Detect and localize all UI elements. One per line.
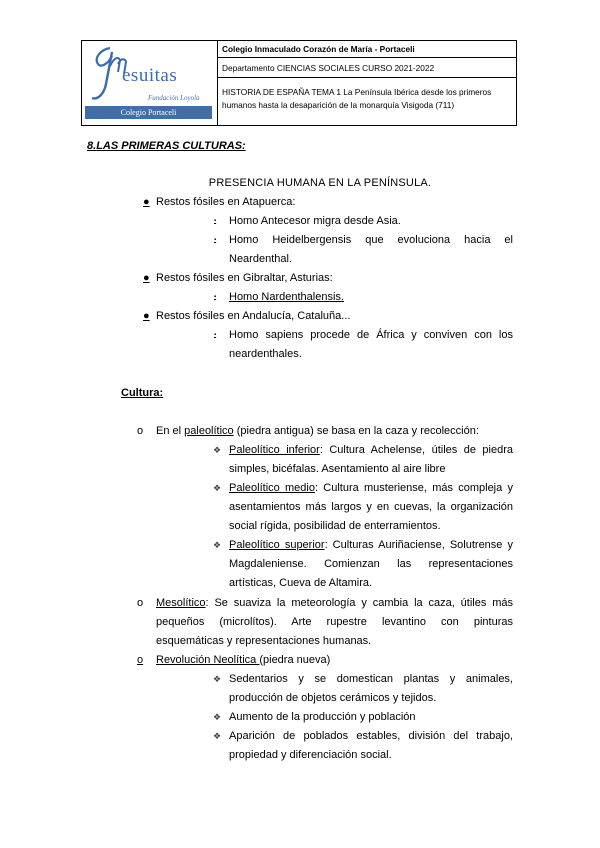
paleo-medio-line-1 (229, 479, 513, 498)
school-logo (82, 41, 218, 125)
header-topic-line-2: humanos hasta la desaparición de la monarquía Visigoda (711) (222, 100, 455, 110)
bullet-square: ▪ (214, 332, 217, 338)
paleo-inferior-text: : Cultura Achelense, útiles de piedra (319, 444, 513, 456)
meso-line-2: pequeños (microlítos). Arte rupestre levantino con pinturas (156, 616, 513, 628)
cultura-heading: Cultura: (121, 387, 164, 399)
bullet-diamond: ❖ (213, 483, 222, 493)
paleo-superior-term: Paleolítico superior (229, 539, 325, 551)
neo-rest: (piedra nueva) (259, 654, 331, 666)
header-department: Departamento CIENCIAS SOCIALES CURSO 2021-2022 (218, 58, 516, 78)
section-number: 8. (87, 140, 97, 152)
bullet-diamond: ❖ (213, 712, 222, 722)
fossils-atapuerca: Restos fósiles en Atapuerca: (156, 196, 296, 208)
bullet-circle: o (137, 654, 144, 666)
neo-item-1-line-1: Sedentarios y se domestican plantas y animales, (229, 673, 513, 685)
header-topic-line-1: HISTORIA DE ESPAÑA TEMA 1 La Península Ibérica desde los primeros (222, 87, 492, 97)
meso-line-1 (156, 594, 513, 613)
neo-item-2: Aumento de la producción y población (229, 711, 416, 723)
fossils-antecesor: Homo Antecesor migra desde Asia. (229, 215, 401, 227)
neo-heading (156, 651, 330, 670)
fossils-andalucia: Restos fósiles en Andalucía, Cataluña... (156, 310, 351, 322)
fossils-gibraltar: Restos fósiles en Gibraltar, Asturias: (156, 272, 333, 284)
fossils-nardenthal: Homo Nardenthalensis. (229, 291, 344, 303)
bullet-dot: ● (143, 310, 150, 322)
paleo-medio-line-2: asentamientos más largos y en cuevas, la organización (229, 501, 513, 513)
paleo-intro (156, 422, 479, 441)
bullet-dot: ● (143, 196, 150, 208)
bullet-square: ▪ (214, 294, 217, 300)
bullet-square: ▪ (214, 218, 217, 224)
section-subtitle: PRESENCIA HUMANA EN LA PENÍNSULA. (208, 177, 432, 189)
bullet-circle: o (137, 597, 144, 609)
header-topic (218, 78, 516, 125)
meso-term: Mesolítico (156, 597, 206, 609)
neo-item-3-line-2: propiedad y diferenciación social. (229, 749, 392, 761)
paleo-prefix: En el (156, 425, 185, 437)
paleo-term: paleolítico (184, 425, 234, 437)
bullet-diamond: ❖ (213, 540, 222, 550)
paleo-superior-line-3: artísticas, Cueva de Altamira. (229, 577, 373, 589)
meso-text: : Se suaviza la meteorología y cambia la caza, útiles más (205, 597, 513, 609)
header-school: Colegio Inmaculado Corazón de María - Portaceli (218, 41, 516, 58)
paleo-rest: (piedra antigua) se basa en la caza y recolección: (233, 425, 479, 437)
meso-line-3: esquemáticas y representaciones humanas. (156, 635, 372, 647)
paleo-superior-line-1 (229, 536, 513, 555)
bullet-dot: ● (143, 272, 150, 284)
paleo-medio-line-3: social rígida, posibilidad de enterramientos. (229, 520, 441, 532)
section-title-text: LAS PRIMERAS CULTURAS: (96, 140, 246, 152)
logo-school-bar: Colegio Portaceli (85, 106, 212, 119)
fossils-heidel-line-1: Homo Heidelbergensis que evoluciona hacia el (229, 234, 513, 246)
bullet-diamond: ❖ (213, 731, 222, 741)
bullet-diamond: ❖ (213, 674, 222, 684)
neo-term: Revolución Neolítica (156, 654, 260, 666)
fossils-heidel-line-2: Neardenthal. (229, 253, 292, 265)
paleo-inferior-line-1 (229, 441, 513, 460)
bullet-diamond: ❖ (213, 445, 222, 455)
neo-item-3-line-1: Aparición de poblados estables, división del trabajo, (229, 730, 513, 742)
paleo-medio-text: : Cultura musteriense, más compleja y (314, 482, 513, 494)
header-table (81, 40, 517, 126)
logo-subtitle: Fundación Loyola (148, 94, 200, 102)
bullet-circle: o (137, 425, 144, 437)
paleo-superior-text: : Culturas Auriñaciense, Solutrense y (324, 539, 513, 551)
bullet-square: ▪ (214, 237, 217, 243)
paleo-inferior-term: Paleolítico inferior (229, 444, 320, 456)
fossils-sapiens-line-1: Homo sapiens procede de África y conviven con los (229, 329, 513, 341)
neo-item-1-line-2: producción de objetos cerámicos y tejidos. (229, 692, 437, 704)
paleo-superior-line-2: Magdaleniense. Comienzan las representaciones (229, 558, 513, 570)
logo-name: esuitas (122, 65, 178, 86)
paleo-inferior-line-2: simples, bicéfalas. Asentamiento al aire libre (229, 463, 446, 475)
section-title (87, 140, 246, 152)
fossils-sapiens-line-2: neardenthales. (229, 348, 302, 360)
paleo-medio-term: Paleolítico medio (229, 482, 315, 494)
